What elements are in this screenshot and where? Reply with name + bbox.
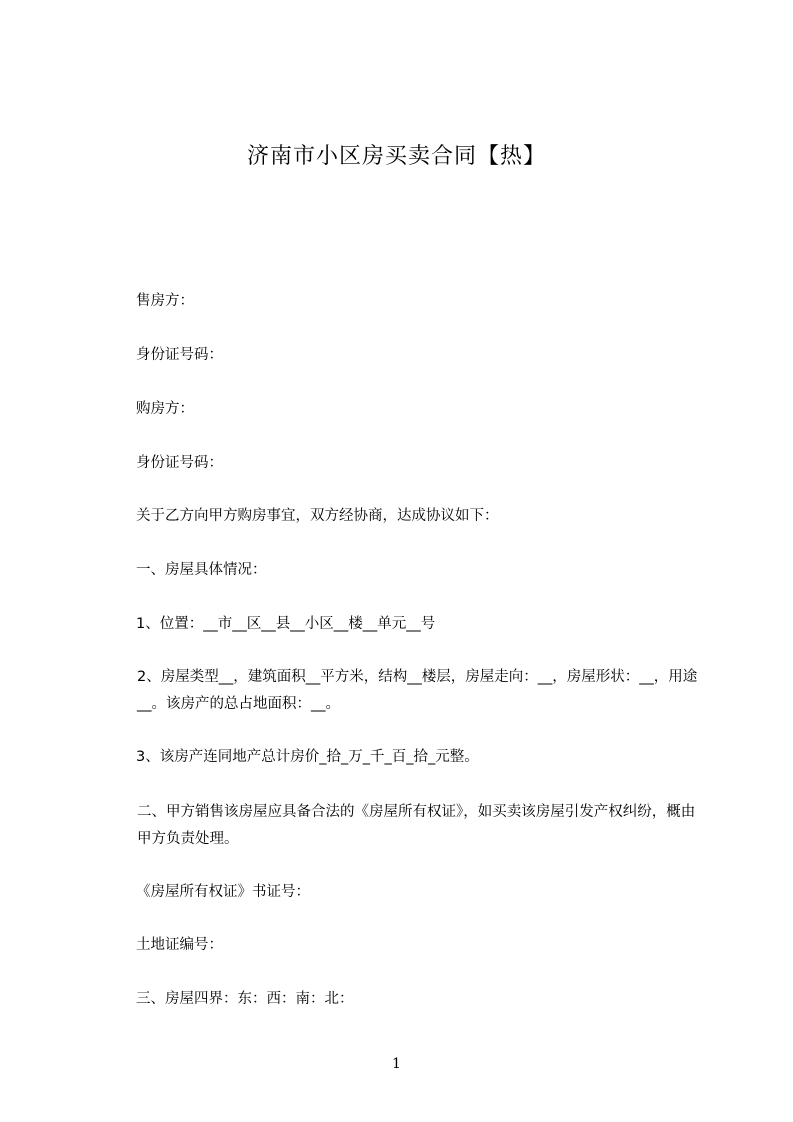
agreement-intro: 关于乙方向甲方购房事宜，双方经协商，达成协议如下： — [136, 508, 499, 524]
section-1-heading: 一、房屋具体情况： — [136, 562, 267, 578]
section-3-boundaries: 三、房屋四界：东：西：南：北： — [136, 991, 354, 1007]
land-certificate-number: 土地证编号： — [136, 937, 223, 953]
page-number: 1 — [392, 1056, 401, 1072]
buyer-id-label: 身份证号码： — [136, 455, 223, 471]
clause-1-location: 1、位置：__市__区__县__小区__楼__单元__号 — [136, 616, 436, 632]
seller-id-label: 身份证号码： — [136, 347, 223, 363]
buyer-label: 购房方： — [136, 401, 194, 417]
clause-3-price: 3、该房产连同地产总计房价_拾_万_千_百_拾_元整。 — [136, 749, 479, 765]
document-title: 济南市小区房买卖合同【热】 — [246, 144, 546, 169]
clause-2-house-type: 2、房屋类型__，建筑面积__平方米，结构__楼层，房屋走向：__，房屋形状：__，用途__。该房产的总占地面积：__。 — [137, 669, 698, 712]
seller-label: 售房方： — [136, 293, 194, 309]
section-2-ownership: 二、甲方销售该房屋应具备合法的《房屋所有权证》，如买卖该房屋引发产权纠纷，概由甲方负责处理。 — [137, 804, 696, 847]
ownership-certificate-number: 《房屋所有权证》书证号： — [136, 884, 310, 900]
